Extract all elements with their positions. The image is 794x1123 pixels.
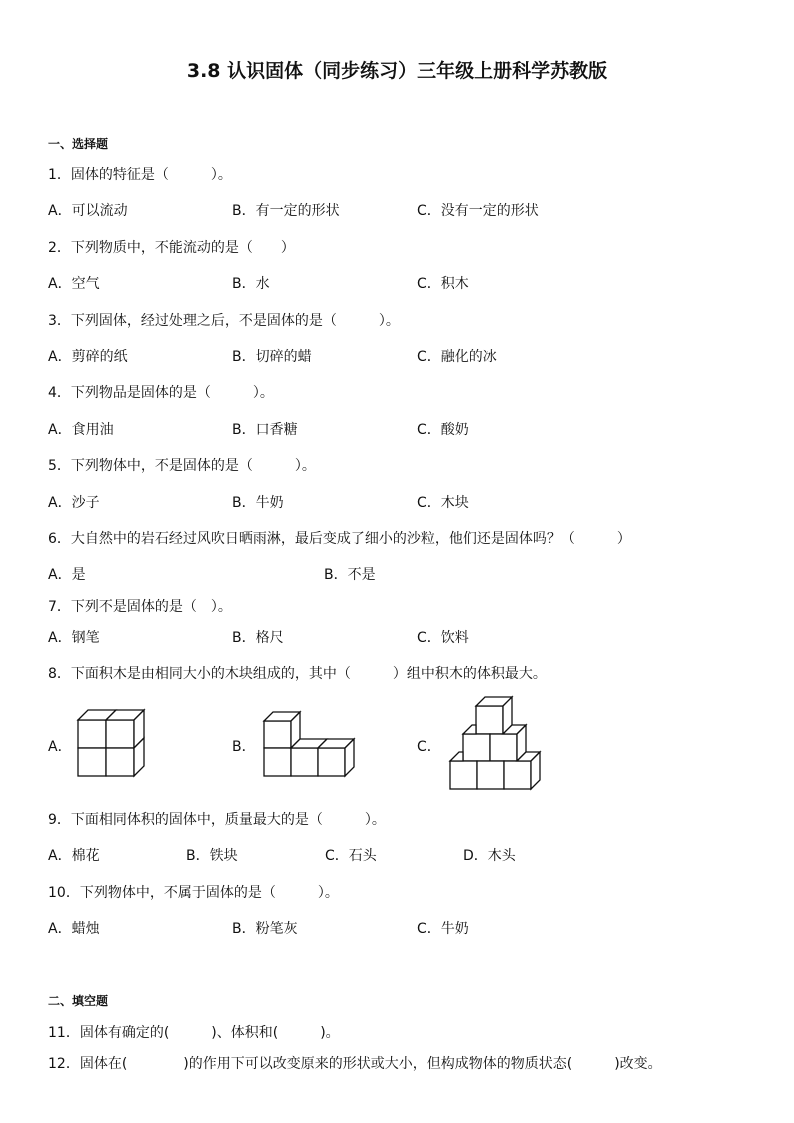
question-11: 11．固体有确定的( )、体积和( )。 [48,1025,340,1041]
q9-option-d: D．木头 [463,848,516,864]
q10-option-c: C．牛奶 [417,921,469,937]
q4-option-c: C．酸奶 [417,422,469,438]
question-5: 5．下列物体中，不是固体的是（ ）。 [48,458,316,474]
q5-option-a: A．沙子 [48,495,100,511]
q10-option-b: B．粉笔灰 [232,921,298,937]
q10-option-a: A．蜡烛 [48,921,100,937]
q3-option-c: C．融化的冰 [417,349,497,365]
page-title: 3.8 认识固体（同步练习）三年级上册科学苏教版 [186,60,608,82]
question-4: 4．下列物品是固体的是（ ）。 [48,385,274,401]
q2-option-a: A．空气 [48,276,100,292]
cube-stack-figure-c [448,694,548,794]
q5-option-b: B．牛奶 [232,495,284,511]
q5-option-c: C．木块 [417,495,469,511]
q6-option-b: B．不是 [324,567,376,583]
q9-option-c: C．石头 [325,848,377,864]
q9-option-b: B．铁块 [186,848,238,864]
q9-option-a: A．棉花 [48,848,100,864]
question-6: 6．大自然中的岩石经过风吹日晒雨淋，最后变成了细小的沙粒，他们还是固体吗？（ ） [48,531,631,547]
q2-option-b: B．水 [232,276,270,292]
q1-option-b: B．有一定的形状 [232,203,340,219]
q6-option-a: A．是 [48,567,86,583]
cube-stack-figure-a [76,708,148,780]
q4-option-b: B．口香糖 [232,422,298,438]
q8-option-c: C． [417,739,441,755]
q3-option-a: A．剪碎的纸 [48,349,128,365]
question-1: 1．固体的特征是（ ）。 [48,167,232,183]
q7-option-b: B．格尺 [232,630,284,646]
question-2: 2．下列物质中，不能流动的是（ ） [48,240,295,256]
q3-option-b: B．切碎的蜡 [232,349,312,365]
question-10: 10．下列物体中，不属于固体的是（ ）。 [48,885,339,901]
section-heading-choice: 一、选择题 [48,137,109,151]
question-3: 3．下列固体，经过处理之后，不是固体的是（ ）。 [48,313,400,329]
q8-option-a: A． [48,739,72,755]
q4-option-a: A．食用油 [48,422,114,438]
q1-option-a: A．可以流动 [48,203,128,219]
section-heading-fill: 二、填空题 [48,994,109,1008]
question-8: 8．下面积木是由相同大小的木块组成的，其中（ ）组中积木的体积最大。 [48,666,547,682]
q7-option-a: A．钢笔 [48,630,100,646]
question-9: 9．下面相同体积的固体中，质量最大的是（ ）。 [48,812,386,828]
question-7: 7．下列不是固体的是（ ）。 [48,599,232,615]
q2-option-c: C．积木 [417,276,469,292]
q7-option-c: C．饮料 [417,630,469,646]
question-12: 12．固体在( )的作用下可以改变原来的形状或大小，但构成物体的物质状态( )改变。 [48,1056,662,1072]
q8-option-b: B． [232,739,256,755]
cube-stack-figure-b [262,708,362,780]
q1-option-c: C．没有一定的形状 [417,203,539,219]
